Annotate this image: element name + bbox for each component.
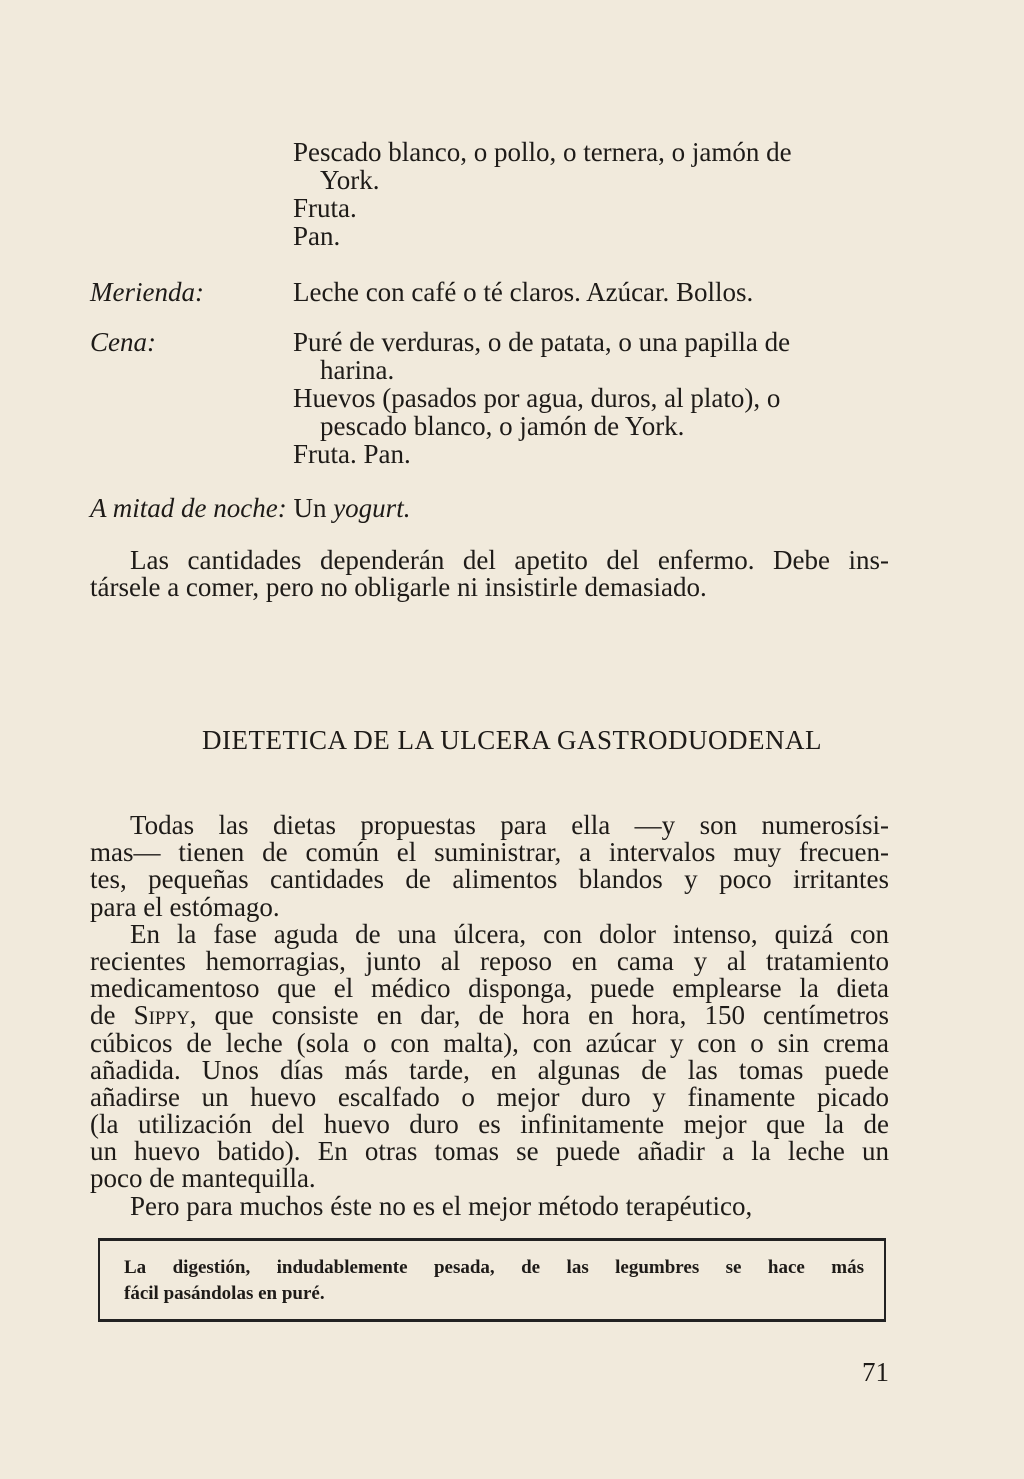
menu-line: Pescado blanco, o pollo, o ternera, o jamón de — [293, 137, 792, 167]
menu-continuation — [293, 138, 792, 250]
sippy-name: Sippy — [133, 1000, 190, 1031]
menu-line: Pan. — [293, 221, 341, 251]
midnight-label: A mitad de noche: — [90, 493, 287, 523]
merienda-label: Merienda: — [90, 277, 204, 307]
note-line: társele a comer, pero no obligarle ni insistirle demasiado. — [90, 572, 707, 603]
cena-label: Cena: — [90, 327, 156, 357]
body-line: para el estómago. — [90, 891, 280, 922]
body-text — [90, 812, 889, 1220]
midnight-line — [90, 494, 410, 522]
body-line: añadirse un huevo escalfado o mejor duro y finamente picado — [90, 1081, 889, 1112]
cena-text — [293, 328, 790, 468]
cena-line: Puré de verduras, o de patata, o una papilla de — [293, 327, 791, 357]
menu-line: York. — [320, 165, 380, 195]
cena-line: Fruta. Pan. — [293, 439, 411, 469]
body-line: Todas las dietas propuestas para ella —y son numerosísi- — [130, 810, 889, 840]
cena-line: harina. — [320, 355, 395, 385]
body-line: cúbicos de leche (sola o con malta), con azúcar y con o sin crema — [90, 1027, 889, 1058]
body-line: (la utilización del huevo duro es infinitamente mejor que la de — [90, 1109, 889, 1140]
tip-text — [124, 1255, 864, 1307]
body-line: mas— tienen de común el suministrar, a intervalos muy frecuen- — [90, 837, 889, 868]
cena-line: Huevos (pasados por agua, duros, al plato), o — [293, 383, 781, 413]
sippy-pre: de — [90, 1000, 116, 1031]
page-number: 71 — [862, 1357, 889, 1387]
body-line: tes, pequeñas cantidades de alimentos blandos y poco irritantes — [90, 864, 889, 895]
body-line: un huevo batido). En otras tomas se puede añadir a la leche un — [90, 1136, 889, 1167]
tip-line: fácil pasándolas en puré. — [124, 1283, 325, 1304]
note-line: Las cantidades dependerán del apetito del enfermo. Debe ins- — [130, 545, 889, 575]
midnight-text-italic: yogurt. — [333, 493, 411, 523]
body-line: recientes hemorragias, junto al reposo en cama y al tratamiento — [90, 945, 889, 976]
tip-box — [98, 1238, 886, 1322]
body-line: añadida. Unos días más tarde, en algunas de las tomas puede — [90, 1054, 889, 1085]
midnight-text: Un — [293, 493, 327, 523]
body-line: poco de mantequilla. — [90, 1163, 316, 1194]
menu-line: Fruta. — [293, 193, 357, 223]
merienda-text: Leche con café o té claros. Azúcar. Bollos. — [293, 277, 754, 307]
body-line: medicamentoso que el médico disponga, puede emplearse la dieta — [90, 973, 889, 1004]
sippy-post: , que consiste en dar, de hora en hora, 150 centímetros — [189, 1000, 889, 1031]
cena-line: pescado blanco, o jamón de York. — [320, 411, 685, 441]
body-line: Pero para muchos éste no es el mejor método terapéutico, — [130, 1190, 753, 1221]
tip-line: La digestión, indudablemente pesada, de las legumbres se hace más — [124, 1257, 864, 1278]
body-line: En la fase aguda de una úlcera, con dolor intenso, quizá con — [130, 918, 889, 949]
section-title: DIETETICA DE LA ULCERA GASTRODUODENAL — [202, 725, 822, 755]
quantities-note — [90, 547, 889, 601]
body-line-sippy — [90, 1002, 889, 1029]
